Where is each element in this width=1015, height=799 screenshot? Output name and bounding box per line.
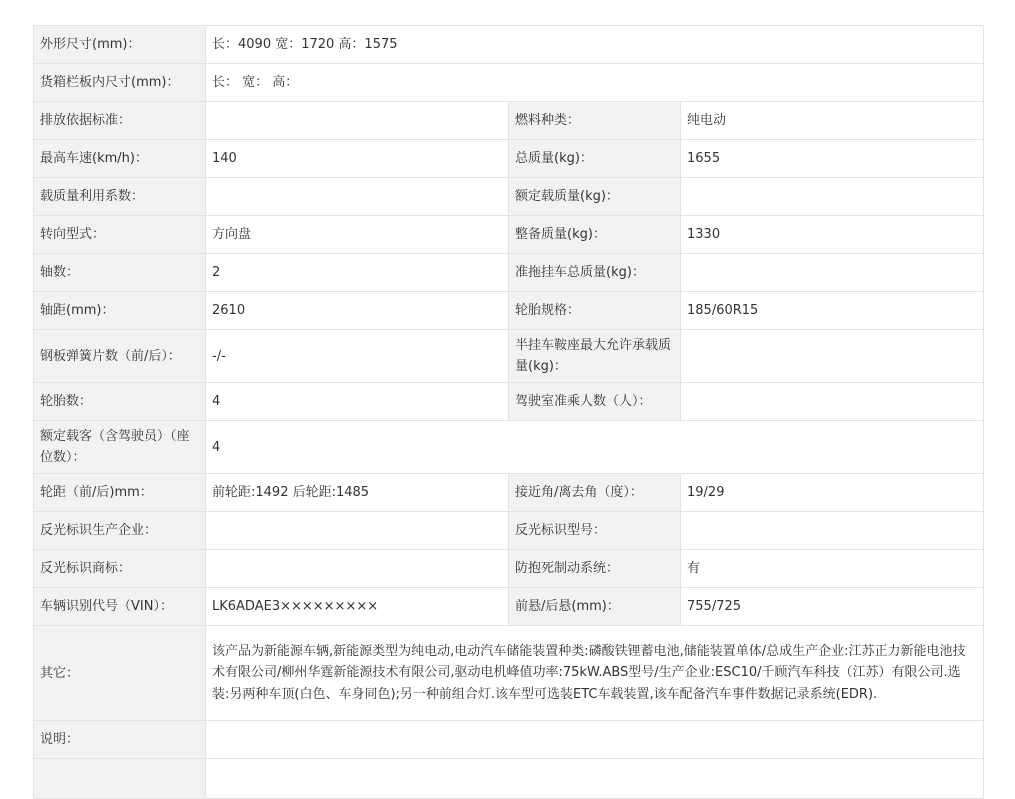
track-width-value: 前轮距:1492 后轮距:1485 [206, 474, 509, 512]
abs-value: 有 [681, 550, 984, 588]
table-row [34, 292, 984, 330]
table-row [34, 178, 984, 216]
tire-count-value: 4 [206, 383, 509, 421]
table-row [34, 721, 984, 759]
trailer-mass-value [681, 254, 984, 292]
wheelbase-label: 轴距(mm)： [34, 292, 206, 330]
axle-count-label: 轴数： [34, 254, 206, 292]
emission-standard-value [206, 102, 509, 140]
table-row [34, 588, 984, 626]
reflector-model-label: 反光标识型号： [509, 512, 681, 550]
curb-mass-value: 1330 [681, 216, 984, 254]
reflector-brand-label: 反光标识商标： [34, 550, 206, 588]
wheelbase-value: 2610 [206, 292, 509, 330]
rated-load-value [681, 178, 984, 216]
reflector-maker-label: 反光标识生产企业： [34, 512, 206, 550]
other-label: 其它： [34, 626, 206, 721]
curb-mass-label: 整备质量(kg)： [509, 216, 681, 254]
load-utilization-value [206, 178, 509, 216]
saddle-load-value [681, 330, 984, 383]
table-row [34, 759, 984, 799]
reflector-model-value [681, 512, 984, 550]
other-value: 该产品为新能源车辆,新能源类型为纯电动,电动汽车储能装置种类:磷酸铁锂蓄电池,储能装置单体/总成生产企业:江苏正力新能电池技术有限公司/柳州华霆新能源技术有限公司,驱动电机峰值功率:75kW.ABS型号/生产企业:ESC10/千顾汽车科技（江苏）有限公司.选装:另两种车顶(白色、车身同色);另一种前组合灯.该车型可选装ETC车载装置,该车配备汽车事件数据记录系统(EDR). [206, 626, 984, 721]
dimensions-value: 长：4090 宽：1720 高：1575 [206, 26, 984, 64]
cargo-box-dimensions-label: 货箱栏板内尺寸(mm)： [34, 64, 206, 102]
approach-departure-label: 接近角/离去角（度）： [509, 474, 681, 512]
leaf-spring-value: -/- [206, 330, 509, 383]
table-row [34, 474, 984, 512]
tire-count-label: 轮胎数： [34, 383, 206, 421]
dimensions-label: 外形尺寸(mm)： [34, 26, 206, 64]
load-utilization-label: 载质量利用系数： [34, 178, 206, 216]
trailing-value [206, 759, 984, 799]
steering-type-value: 方向盘 [206, 216, 509, 254]
gross-mass-label: 总质量(kg)： [509, 140, 681, 178]
fuel-type-value: 纯电动 [681, 102, 984, 140]
table-row [34, 216, 984, 254]
approach-departure-value: 19/29 [681, 474, 984, 512]
vin-value: LK6ADAE3××××××××× [206, 588, 509, 626]
rated-passengers-value: 4 [206, 421, 984, 474]
table-row [34, 254, 984, 292]
table-row [34, 626, 984, 721]
leaf-spring-label: 钢板弹簧片数（前/后）： [34, 330, 206, 383]
gross-mass-value: 1655 [681, 140, 984, 178]
notes-label: 说明： [34, 721, 206, 759]
cab-occupancy-value [681, 383, 984, 421]
tire-spec-label: 轮胎规格： [509, 292, 681, 330]
fuel-type-label: 燃料种类： [509, 102, 681, 140]
vehicle-spec-table [33, 25, 984, 799]
rated-passengers-label: 额定载客（含驾驶员）（座位数）： [34, 421, 206, 474]
abs-label: 防抱死制动系统： [509, 550, 681, 588]
cargo-box-dimensions-value: 长： 宽： 高： [206, 64, 984, 102]
vin-label: 车辆识别代号（VIN）： [34, 588, 206, 626]
axle-count-value: 2 [206, 254, 509, 292]
table-row [34, 140, 984, 178]
trailer-mass-label: 准拖挂车总质量(kg)： [509, 254, 681, 292]
trailing-label [34, 759, 206, 799]
saddle-load-label: 半挂车鞍座最大允许承载质量(kg)： [509, 330, 681, 383]
table-row [34, 550, 984, 588]
max-speed-label: 最高车速(km/h)： [34, 140, 206, 178]
table-row [34, 330, 984, 383]
table-row [34, 26, 984, 64]
table-row [34, 64, 984, 102]
cab-occupancy-label: 驾驶室准乘人数（人）： [509, 383, 681, 421]
table-row [34, 102, 984, 140]
table-row [34, 421, 984, 474]
notes-value [206, 721, 984, 759]
overhang-value: 755/725 [681, 588, 984, 626]
overhang-label: 前悬/后悬(mm)： [509, 588, 681, 626]
table-row [34, 383, 984, 421]
reflector-maker-value [206, 512, 509, 550]
tire-spec-value: 185/60R15 [681, 292, 984, 330]
track-width-label: 轮距（前/后)mm： [34, 474, 206, 512]
steering-type-label: 转向型式： [34, 216, 206, 254]
max-speed-value: 140 [206, 140, 509, 178]
table-row [34, 512, 984, 550]
reflector-brand-value [206, 550, 509, 588]
rated-load-label: 额定载质量(kg)： [509, 178, 681, 216]
emission-standard-label: 排放依据标准： [34, 102, 206, 140]
